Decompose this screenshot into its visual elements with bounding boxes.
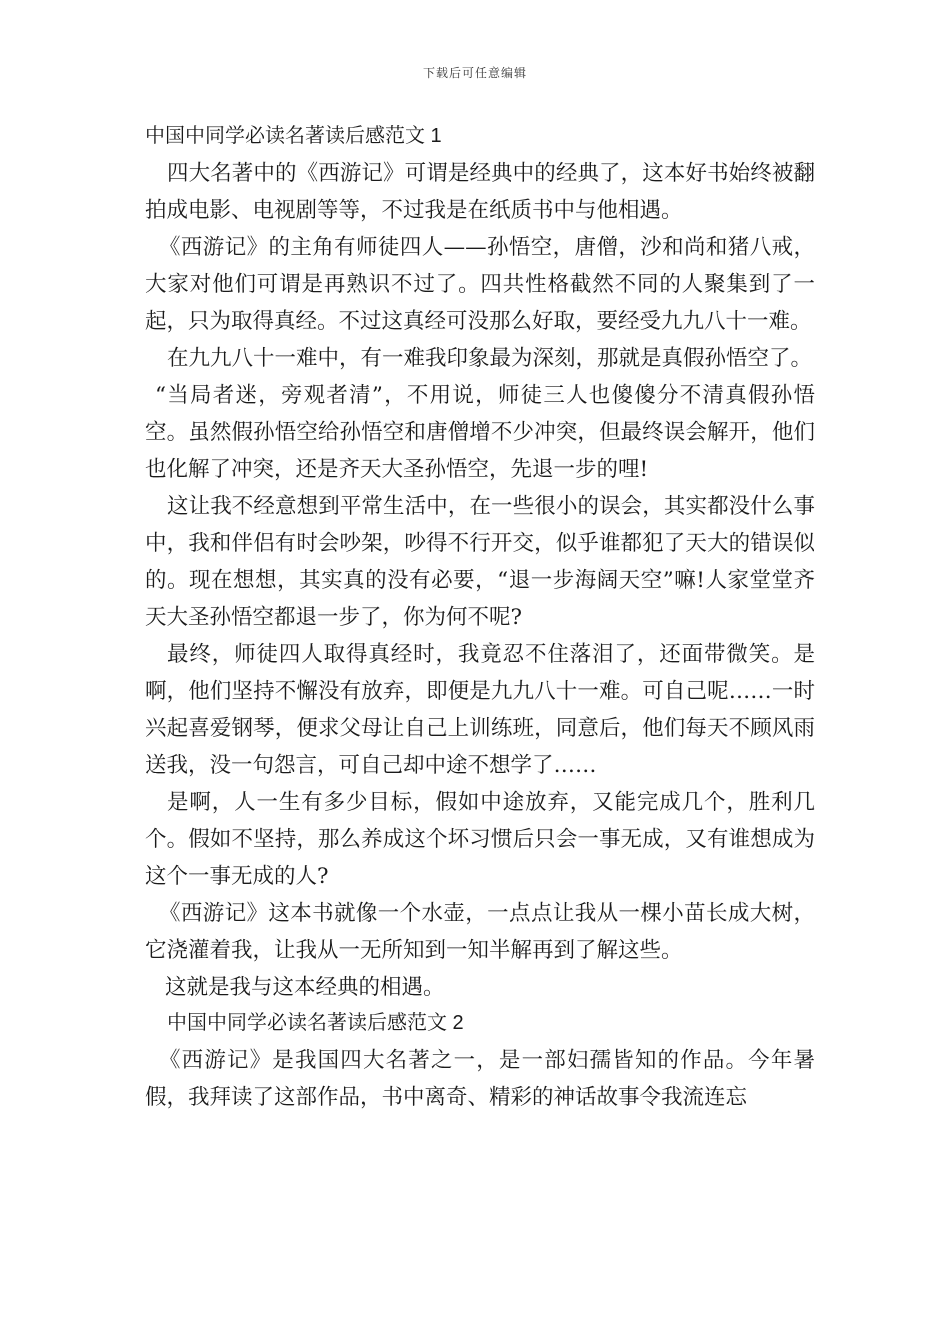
paragraph: 这就是我与这本经典的相遇。 — [165, 975, 445, 1000]
document-body — [145, 119, 815, 1116]
header-note: 下载后可任意编辑 — [422, 66, 527, 80]
paragraph: 这让我不经意想到平常生活中，在一些很小的误会，其实都没什么事中，我和伴侣有时会吵架，吵得不行开交，似乎谁都犯了天大的错误似的。现在想想，其实真的没有必要，“退一步海阔天空”嘛!人家堂堂齐天大圣孙悟空都退一步了，你为何不呢? — [145, 494, 815, 630]
section-title: 中国中同学必读名著读后感范文 1 — [145, 125, 442, 147]
section-title: 中国中同学必读名著读后感范文 2 — [167, 1012, 464, 1034]
paragraph: 《西游记》的主角有师徒四人——孙悟空，唐僧，沙和尚和猪八戒，大家对他们可谓是再熟识不过了。四共性格截然不同的人聚集到了一起，只为取得真经。不过这真经可没那么好取，要经受九九八十一难。 — [145, 235, 815, 334]
paragraph: 四大名著中的《西游记》可谓是经典中的经典了，这本好书始终被翻拍成电影、电视剧等等，不过我是在纸质书中与他相遇。 — [145, 161, 815, 223]
paragraph: 最终，师徒四人取得真经时，我竟忍不住落泪了，还面带微笑。是啊，他们坚持不懈没有放弃，即便是九九八十一难。可自己呢……一时兴起喜爱钢琴，便求父母让自己上训练班，同意后，他们每天不顾风雨送我，没一句怨言，可自己却中途不想学了…… — [145, 642, 815, 778]
paragraph: 在九九八十一难中，有一难我印象最为深刻，那就是真假孙悟空了。 — [167, 346, 813, 371]
paragraph: “当局者迷，旁观者清”，不用说，师徒三人也傻傻分不清真假孙悟空。虽然假孙悟空给孙悟空和唐僧增不少冲突，但最终误会解开，他们也化解了冲突，还是齐天大圣孙悟空，先退一步的哩! — [145, 383, 815, 482]
paragraph: 是啊，人一生有多少目标，假如中途放弃，又能完成几个，胜利几个。假如不坚持，那么养成这个坏习惯后只会一事无成，又有谁想成为这个一事无成的人? — [145, 790, 815, 889]
paragraph: 《西游记》是我国四大名著之一，是一部妇孺皆知的作品。今年暑假，我拜读了这部作品，书中离奇、精彩的神话故事令我流连忘 — [145, 1048, 815, 1110]
paragraph: 《西游记》这本书就像一个水壶，一点点让我从一棵小苗长成大树，它浇灌着我，让我从一无所知到一知半解再到了解这些。 — [145, 901, 815, 963]
